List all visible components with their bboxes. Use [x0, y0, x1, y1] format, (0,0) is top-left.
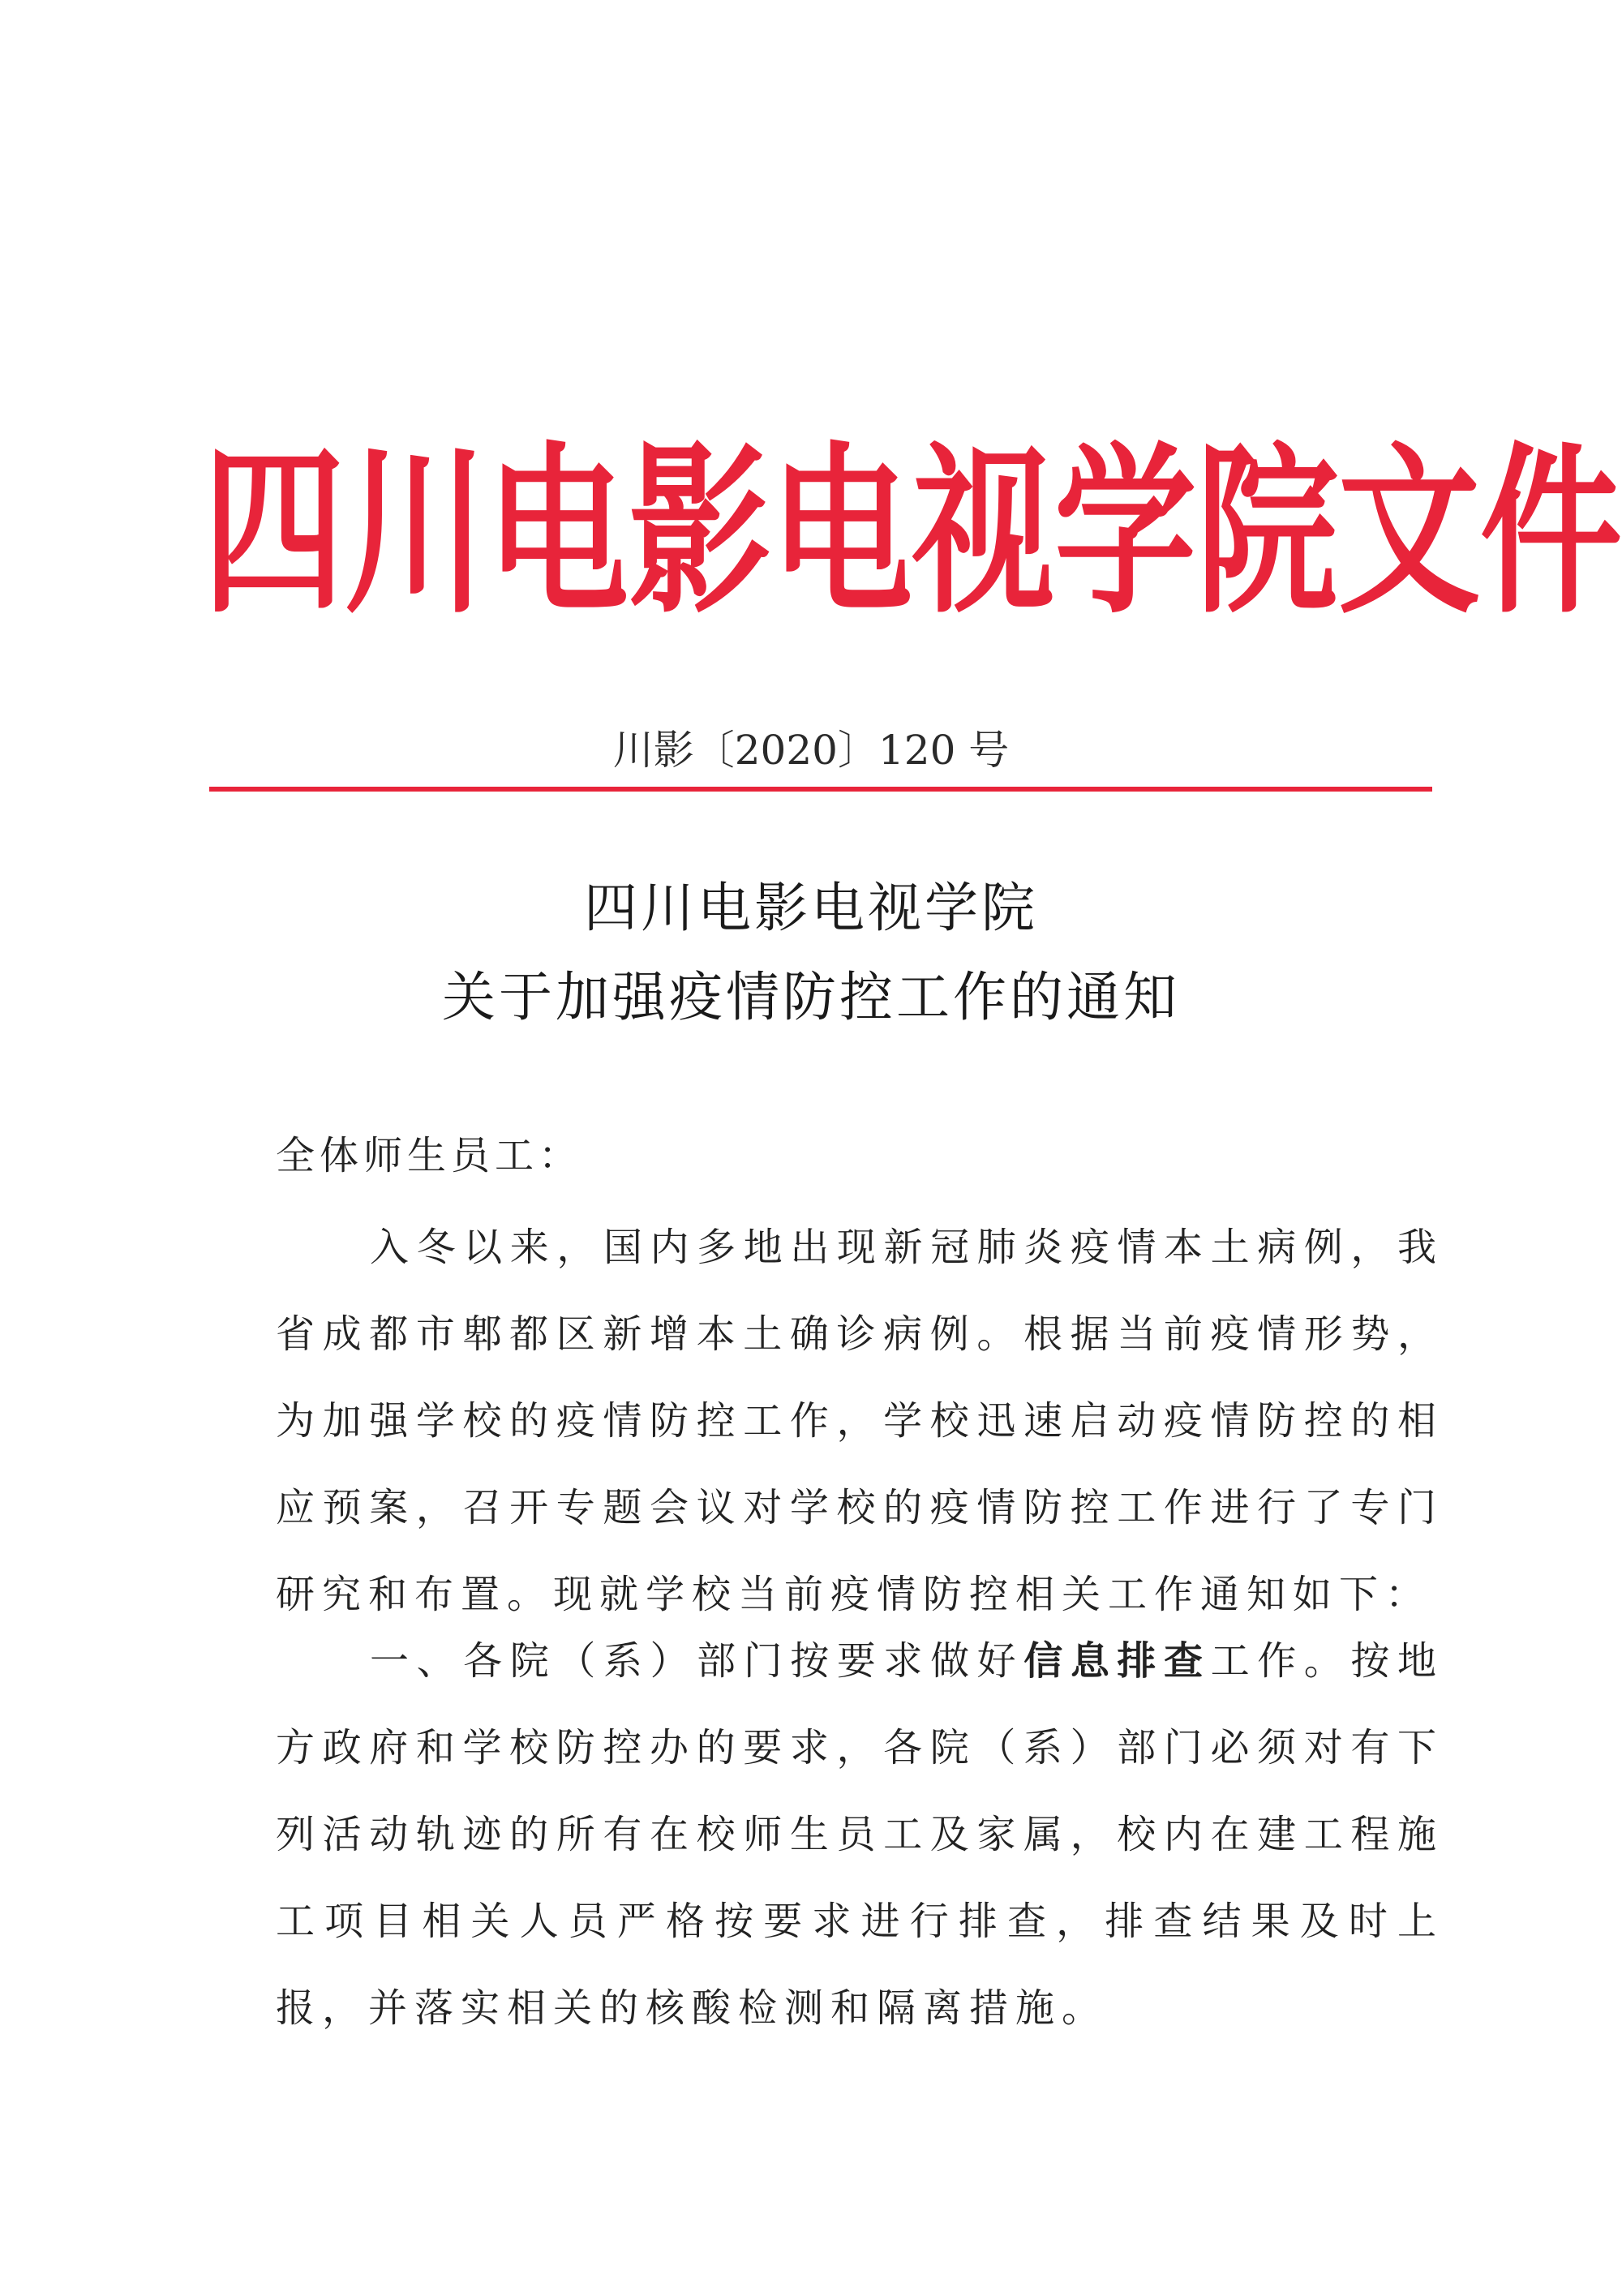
- salutation: 全体师生员工：: [276, 1133, 583, 1178]
- red-divider-line: [209, 787, 1432, 792]
- masthead-char: 影: [629, 427, 770, 639]
- masthead-char: 四: [203, 427, 345, 639]
- masthead-char: 院: [1196, 427, 1338, 639]
- masthead-char: 件: [1480, 427, 1622, 639]
- document-number: 川影〔2020〕120 号: [612, 727, 1010, 774]
- paragraph-2-emphasis: 信息排查: [1023, 1638, 1211, 1684]
- paragraph-1: 入冬以来，国内多地出现新冠肺炎疫情本土病例，我省成都市郫都区新增本土确诊病例。根据当前疫情形势，为加强学校的疫情防控工作，学校迅速启动疫情防控的相应预案，召开专题会议对学校的疫情防控工作进行了专门研究和布置。现就学校当前疫情防控相关工作通知如下：: [276, 1225, 1444, 1617]
- title-line-2: 关于加强疫情防控工作的通知: [442, 966, 1180, 1028]
- masthead-char: 文: [1338, 427, 1480, 639]
- paragraph-2-lead: 一、各院（系）部门按要求做好: [370, 1638, 1024, 1684]
- masthead-char: 视: [912, 427, 1054, 639]
- masthead-char: 川: [345, 427, 487, 639]
- paragraph-2-rest: 工作。按地方政府和学校防控办的要求，各院（系）部门必须对有下列活动轨迹的所有在校师生员工及家属，校内在建工程施工项目相关人员严格按要求进行排查，排查结果及时上报，并落实相关的核酸检测和隔离措施。: [276, 1638, 1444, 2031]
- masthead: [203, 427, 1622, 639]
- masthead-char: 学: [1054, 427, 1196, 639]
- masthead-char: 电: [487, 427, 629, 639]
- masthead-char: 电: [770, 427, 912, 639]
- title-line-1: 四川电影电视学院: [584, 877, 1038, 939]
- paragraph-2: [276, 1618, 1444, 2052]
